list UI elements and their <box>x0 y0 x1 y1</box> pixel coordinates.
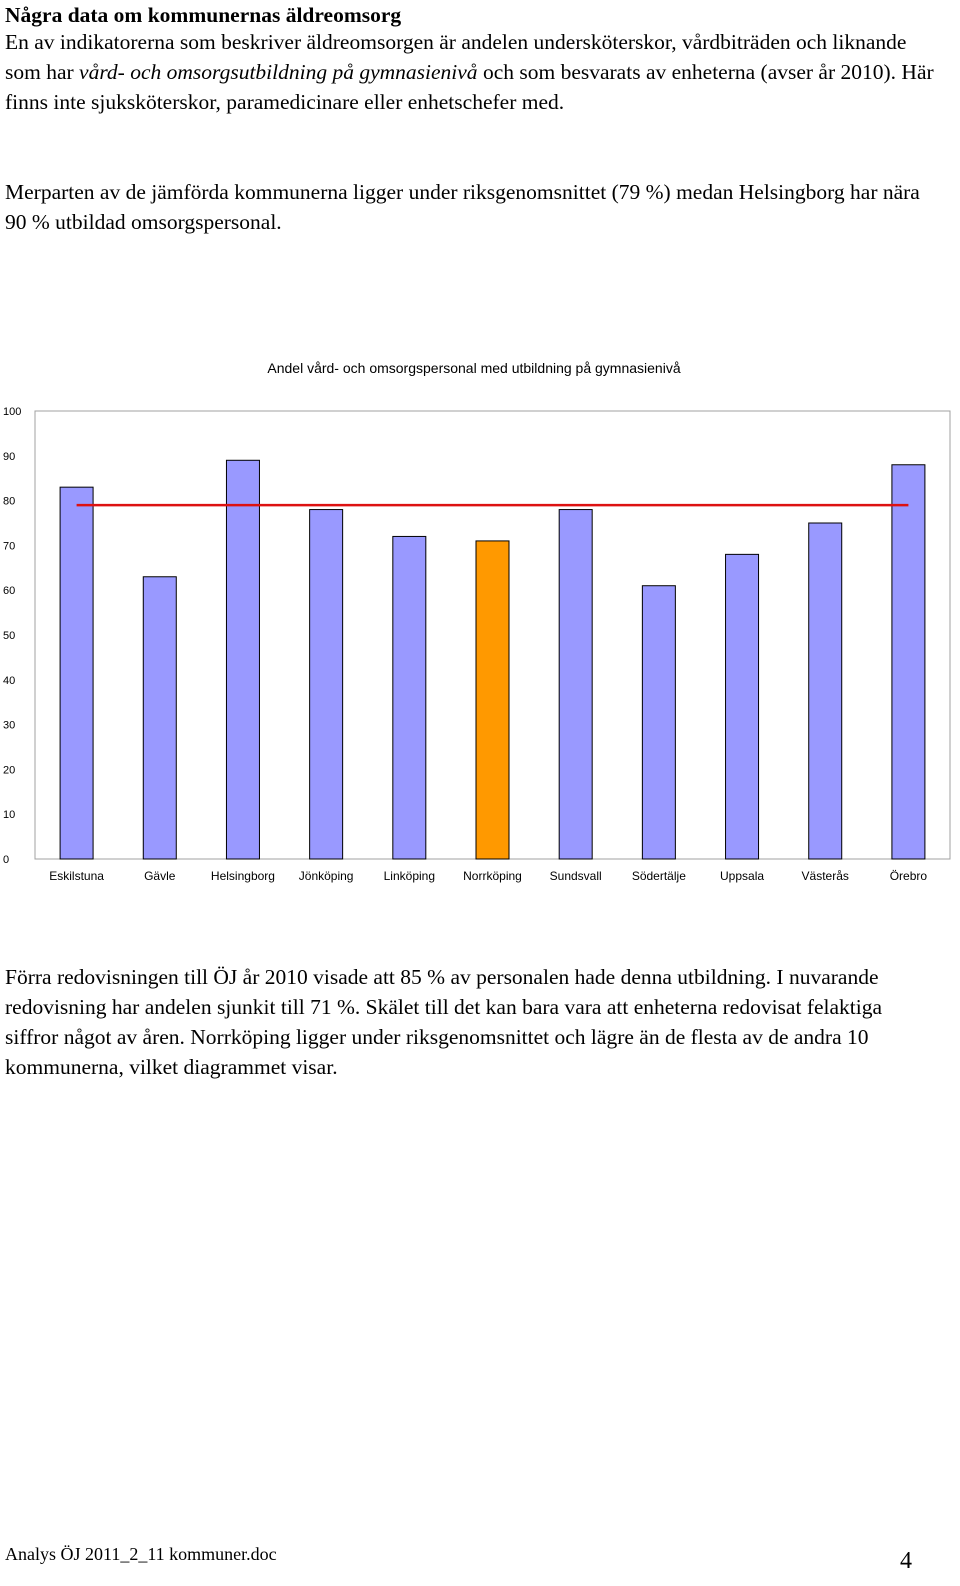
x-tick-label: Norrköping <box>463 869 522 883</box>
y-tick-label: 0 <box>3 854 10 866</box>
after-chart-paragraph: Förra redovisningen till ÖJ år 2010 visade att 85 % av personalen hade denna utbildning. I nuvarande redovisning har andelen sjunkit till 71 %. Skälet till det kan bara vara att enheterna redovisat felaktiga siffror något av åren. Norrköping ligger under riksgenomsnittet och lägre än de flesta av de andra 10 kommunerna, vilket diagrammet visar. <box>5 965 883 1079</box>
x-tick-label: Örebro <box>889 869 928 883</box>
page-heading: Några data om kommunernas äldreomsorg <box>5 3 402 27</box>
bar <box>60 487 93 859</box>
bar <box>476 541 509 859</box>
y-tick-label: 30 <box>3 719 16 732</box>
bar <box>310 510 343 859</box>
bar-chart-svg <box>0 340 960 900</box>
x-tick-label: Jönköping <box>298 869 354 883</box>
x-tick-label: Västerås <box>801 869 849 883</box>
footer-page-number: 4 <box>900 1548 912 1574</box>
intro-text-end: och som besvarats av enheterna (avser år 2010). Här finns inte sjuksköterskor, paramedicinare eller enhetschefer med. <box>5 60 934 114</box>
x-tick-label: Södertälje <box>631 869 686 883</box>
x-tick-label: Sundsvall <box>549 869 602 883</box>
x-tick-label: Helsingborg <box>210 869 275 883</box>
bar <box>642 586 675 859</box>
bar <box>226 460 259 859</box>
y-tick-label: 40 <box>3 674 16 687</box>
bar <box>726 554 759 859</box>
x-tick-label: Uppsala <box>720 869 765 883</box>
summary-paragraph: Merparten av de jämförda kommunerna ligger under riksgenomsnittet (79 %) medan Helsingborg har nära 90 % utbildad omsorgspersonal. <box>5 180 920 234</box>
y-tick-label: 20 <box>3 764 16 777</box>
y-tick-label: 70 <box>3 540 16 553</box>
bar <box>559 510 592 859</box>
intro-paragraph <box>5 27 940 117</box>
y-tick-label: 60 <box>3 585 16 598</box>
y-axis-ticks <box>3 406 21 866</box>
intro-text-italic: vård- och omsorgsutbildning på gymnasienivå <box>79 60 478 84</box>
footer-filename: Analys ÖJ 2011_2_11 kommuner.doc <box>5 1544 277 1564</box>
y-tick-label: 80 <box>3 495 16 508</box>
x-tick-label: Eskilstuna <box>49 869 104 883</box>
x-tick-label: Gävle <box>144 869 176 883</box>
chart-title: Andel vård- och omsorgspersonal med utbildning på gymnasienivå <box>267 360 681 376</box>
bar <box>393 536 426 859</box>
bar <box>809 523 842 859</box>
y-tick-label: 50 <box>3 630 16 642</box>
x-tick-label: Linköping <box>383 869 436 883</box>
y-tick-label: 90 <box>3 450 16 463</box>
bar <box>143 577 176 859</box>
bar-chart <box>0 340 960 900</box>
x-axis-labels <box>49 869 927 883</box>
bar <box>892 465 925 859</box>
y-tick-label: 100 <box>3 406 22 418</box>
intro-text-start: En av indikatorerna som beskriver äldreomsorgen är andelen undersköterskor, vårdbiträden och liknande som har <box>5 30 907 84</box>
y-tick-label: 10 <box>3 809 16 822</box>
